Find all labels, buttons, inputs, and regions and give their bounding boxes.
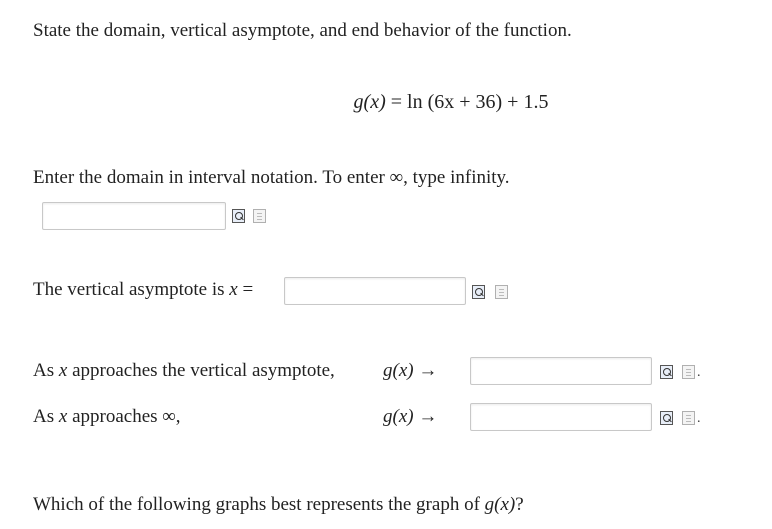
end-behavior-row1-label xyxy=(33,360,335,382)
row2-as: As xyxy=(33,406,55,427)
help-icon[interactable] xyxy=(495,285,508,299)
row2-g-of-x: g(x) → xyxy=(383,406,438,427)
row1-variable: x xyxy=(58,360,68,381)
asymptote-label xyxy=(33,279,253,301)
period-mark: . xyxy=(697,411,701,426)
preview-icon[interactable] xyxy=(232,209,245,223)
graph-question-expr: g(x) xyxy=(484,494,516,515)
function-formula xyxy=(0,91,772,114)
help-icon[interactable] xyxy=(682,365,695,379)
domain-instruction: Enter the domain in interval notation. To enter ∞, type infinity. xyxy=(33,167,510,188)
row1-expression xyxy=(383,360,437,382)
preview-icon[interactable] xyxy=(660,411,673,425)
graph-question xyxy=(33,494,524,516)
asymptote-input[interactable] xyxy=(284,277,466,305)
function-lhs: g(x) xyxy=(353,91,386,113)
function-equals: = xyxy=(390,91,403,113)
help-icon[interactable] xyxy=(682,411,695,425)
preview-icon[interactable] xyxy=(660,365,673,379)
period-mark: . xyxy=(697,365,701,380)
domain-input[interactable] xyxy=(42,202,226,230)
end-behavior-row2-label xyxy=(33,406,181,428)
function-rhs: ln (6x + 36) + 1.5 xyxy=(407,91,549,113)
asymptote-equals: = xyxy=(242,279,254,300)
end-behavior-asymptote-input[interactable] xyxy=(470,357,652,385)
row2-variable: x xyxy=(58,406,68,427)
end-behavior-infinity-input[interactable] xyxy=(470,403,652,431)
row1-as: As xyxy=(33,360,55,381)
asymptote-variable: x xyxy=(229,279,238,300)
question-prompt: State the domain, vertical asymptote, and end behavior of the function. xyxy=(33,20,572,41)
preview-icon[interactable] xyxy=(472,285,485,299)
asymptote-label-prefix: The vertical asymptote is xyxy=(33,279,225,300)
help-icon[interactable] xyxy=(253,209,266,223)
row2-approaches-text: approaches ∞, xyxy=(72,406,181,427)
graph-question-end: ? xyxy=(515,494,524,515)
graph-question-text: Which of the following graphs best represents the graph of xyxy=(33,494,480,515)
row2-expression xyxy=(383,406,437,428)
row1-approaches-text: approaches the vertical asymptote, xyxy=(72,360,335,381)
row1-g-of-x: g(x) → xyxy=(383,360,438,381)
